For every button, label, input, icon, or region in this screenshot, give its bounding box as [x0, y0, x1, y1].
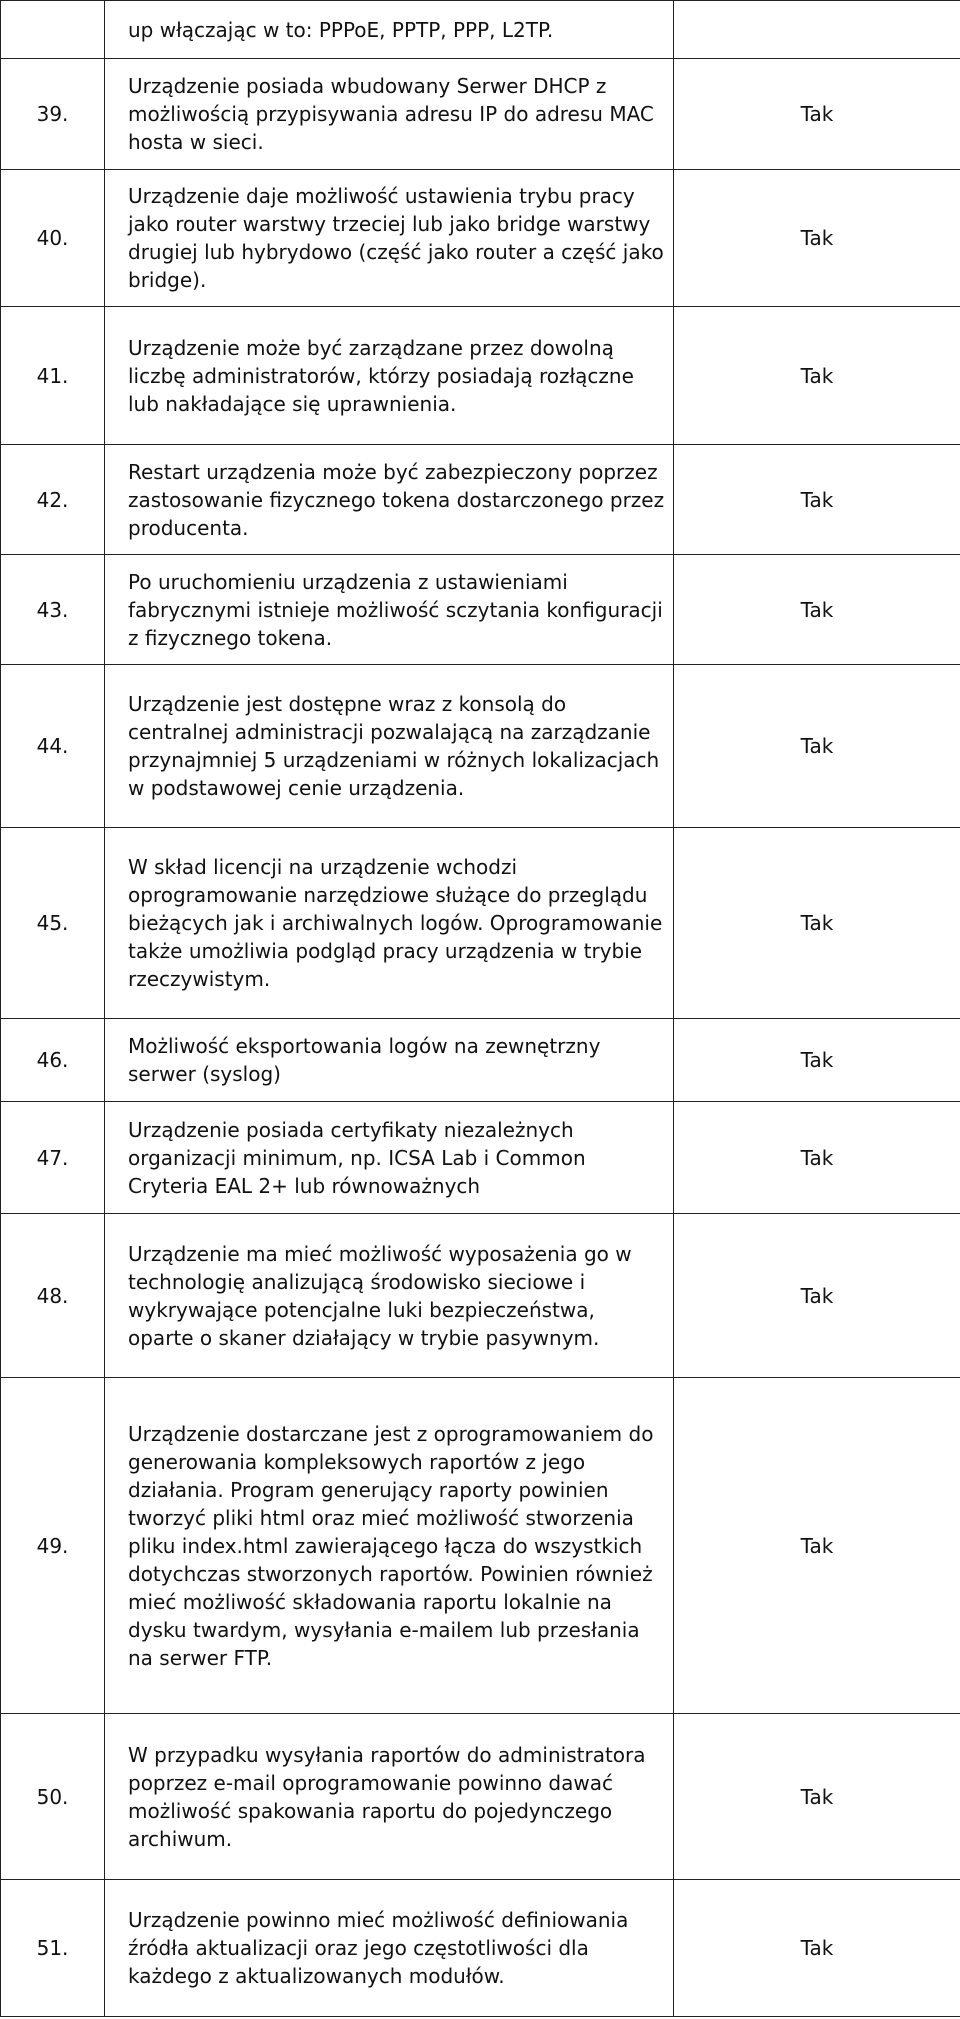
row-number: 48. [1, 1214, 105, 1378]
row-number: 44. [1, 665, 105, 828]
table-row [1, 1714, 960, 1880]
answer-cell: Tak [674, 170, 960, 307]
row-number: 51. [1, 1880, 105, 2017]
table-row [1, 555, 960, 665]
answer-cell: Tak [674, 1019, 960, 1102]
requirement-text: W skład licencji na urządzenie wchodzi oprogramowanie narzędziowe służące do przeglądu bieżących jak i archiwalnych logów. Oprogramowanie także umożliwia podgląd pracy urządzenia w trybie rzeczywistym. [105, 828, 674, 1019]
requirement-text: up włączając w to: PPPoE, PPTP, PPP, L2TP. [105, 1, 674, 59]
requirements-table-body [1, 1, 960, 2017]
answer-cell: Tak [674, 555, 960, 665]
requirement-text: Urządzenie powinno mieć możliwość definiowania źródła aktualizacji oraz jego częstotliwości dla każdego z aktualizowanych modułów. [105, 1880, 674, 2017]
row-number: 45. [1, 828, 105, 1019]
answer-cell: Tak [674, 1102, 960, 1214]
requirement-text: Urządzenie dostarczane jest z oprogramowaniem do generowania kompleksowych raportów z jego działania. Program generujący raporty powinien tworzyć pliki html oraz mieć możliwość stworzenia pliku index.html zawierającego łącza do wszystkich dotychczas stworzonych raportów. Powinien również mieć możliwość składowania raportu lokalnie na dysku twardym, wysyłania e-mailem lub przesłania na serwer FTP. [105, 1378, 674, 1714]
table-row [1, 1214, 960, 1378]
requirement-text: Urządzenie może być zarządzane przez dowolną liczbę administratorów, którzy posiadają rozłączne lub nakładające się uprawnienia. [105, 307, 674, 445]
answer-cell: Tak [674, 307, 960, 445]
table-row [1, 1880, 960, 2017]
table-row [1, 59, 960, 170]
requirement-text: Po uruchomieniu urządzenia z ustawieniami fabrycznymi istnieje możliwość sczytania konfiguracji z fizycznego tokena. [105, 555, 674, 665]
answer-cell: Tak [674, 59, 960, 170]
table-row [1, 828, 960, 1019]
row-number: 43. [1, 555, 105, 665]
row-number: 41. [1, 307, 105, 445]
row-number: 46. [1, 1019, 105, 1102]
answer-cell: Tak [674, 1880, 960, 2017]
table-row [1, 1378, 960, 1714]
answer-cell: Tak [674, 445, 960, 555]
answer-cell: Tak [674, 1714, 960, 1880]
requirement-text: Urządzenie posiada certyfikaty niezależnych organizacji minimum, np. ICSA Lab i Common Cryteria EAL 2+ lub równoważnych [105, 1102, 674, 1214]
requirement-text: Urządzenie jest dostępne wraz z konsolą do centralnej administracji pozwalającą na zarządzanie przynajmniej 5 urządzeniami w różnych lokalizacjach w podstawowej cenie urządzenia. [105, 665, 674, 828]
row-number: 49. [1, 1378, 105, 1714]
row-number: 42. [1, 445, 105, 555]
answer-cell: Tak [674, 665, 960, 828]
table-row [1, 1019, 960, 1102]
row-number: 39. [1, 59, 105, 170]
row-number: 50. [1, 1714, 105, 1880]
requirement-text: W przypadku wysyłania raportów do administratora poprzez e-mail oprogramowanie powinno dawać możliwość spakowania raportu do pojedynczego archiwum. [105, 1714, 674, 1880]
answer-cell: Tak [674, 828, 960, 1019]
requirement-text: Urządzenie daje możliwość ustawienia trybu pracy jako router warstwy trzeciej lub jako bridge warstwy drugiej lub hybrydowo (część jako router a część jako bridge). [105, 170, 674, 307]
table-row [1, 170, 960, 307]
answer-cell: Tak [674, 1378, 960, 1714]
row-number [1, 1, 105, 59]
answer-cell [674, 1, 960, 59]
answer-cell: Tak [674, 1214, 960, 1378]
requirement-text: Urządzenie ma mieć możliwość wyposażenia go w technologię analizującą środowisko sieciowe i wykrywające potencjalne luki bezpieczeństwa, oparte o skaner działający w trybie pasywnym. [105, 1214, 674, 1378]
table-row [1, 307, 960, 445]
requirement-text: Restart urządzenia może być zabezpieczony poprzez zastosowanie fizycznego tokena dostarczonego przez producenta. [105, 445, 674, 555]
row-number: 47. [1, 1102, 105, 1214]
requirement-text: Urządzenie posiada wbudowany Serwer DHCP z możliwością przypisywania adresu IP do adresu MAC hosta w sieci. [105, 59, 674, 170]
table-row [1, 1, 960, 59]
table-row [1, 445, 960, 555]
row-number: 40. [1, 170, 105, 307]
table-row [1, 1102, 960, 1214]
table-row [1, 665, 960, 828]
requirement-text: Możliwość eksportowania logów na zewnętrzny serwer (syslog) [105, 1019, 674, 1102]
